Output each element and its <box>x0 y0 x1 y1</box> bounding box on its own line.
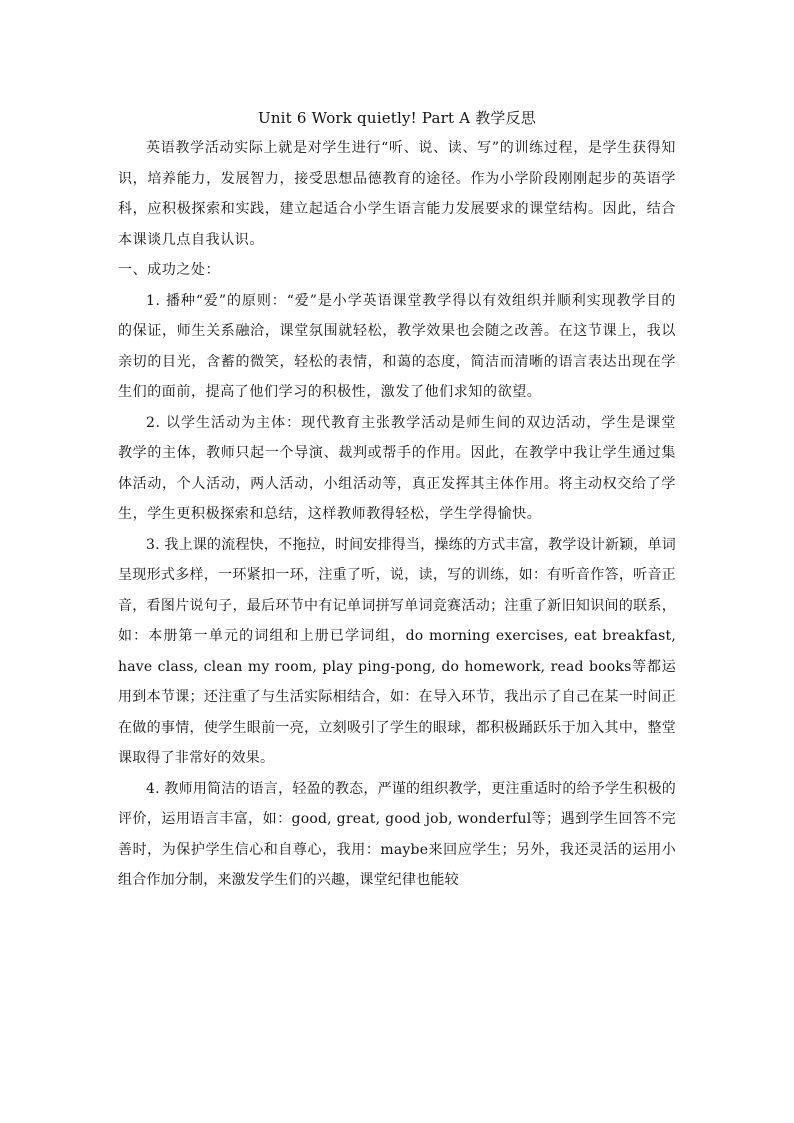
document-body <box>118 103 676 896</box>
intro-paragraph: 英语教学活动实际上就是对学生进行“听、说、读、写”的训练过程，是学生获得知识，培养能力，发展智力，接受思想品德教育的途径。作为小学阶段刚刚起步的英语学科，应积极探索和实践，建立起适合小学生语言能力发展要求的课堂结构。因此，结合本课谈几点自我认识。 <box>118 140 676 248</box>
point-paragraph-3: 3. 我上课的流程快，不拖拉，时间安排得当，操练的方式丰富，教学设计新颖，单词呈现形式多样，一环紧扣一环，注重了听，说，读，写的训练，如：有听音作答，听音正音，看图片说句子，最后环节中有记单词拼写单词竞赛活动；注重了新旧知识间的联系，如：本册第一单元的词组和上册已学词组，do morning exercises, eat breakfast, have class, clean my room, play ping-pong, do homework, read books等都运用到本节课；还注重了与生活实际相结合，如：在导入环节，我出示了自己在某一时间正在做的事情，使学生眼前一亮，立刻吸引了学生的眼球，都积极踊跃乐于加入其中，整堂课取得了非常好的效果。 <box>118 536 676 766</box>
page-title: Unit 6 Work quietly! Part A 教学反思 <box>257 109 537 127</box>
point-paragraph-1: 1. 播种“爱”的原则：“爱”是小学英语课堂教学得以有效组织并顺利实现教学目的的保证，师生关系融洽，课堂氛围就轻松，教学效果也会随之改善。在这节课上，我以亲切的目光，含蓄的微笑，轻松的表情，和蔼的态度，简洁而清晰的语言表达出现在学生们的面前，提高了他们学习的积极性，激发了他们求知的欲望。 <box>118 292 676 400</box>
section-heading-success: 一、成功之处： <box>118 262 221 278</box>
point-paragraph-4: 4. 教师用简洁的语言，轻盈的教态，严谨的组织教学，更注重适时的给予学生积极的评价，运用语言丰富，如：good, great, good job, wonderful等；遇到学生回答不完善时，为保护学生信心和自尊心，我用：maybe来回应学生；另外，我还灵活的运用小组合作加分制，来激发学生们的兴趣，课堂纪律也能较 <box>118 780 676 888</box>
point-paragraph-2: 2. 以学生活动为主体：现代教育主张教学活动是师生间的双边活动，学生是课堂教学的主体，教师只起一个导演、裁判或帮手的作用。因此，在教学中我让学生通过集体活动，个人活动，两人活动，小组活动等，真正发挥其主体作用。将主动权交给了学生，学生更积极探索和总结，这样教师教得轻松，学生学得愉快。 <box>118 414 676 522</box>
